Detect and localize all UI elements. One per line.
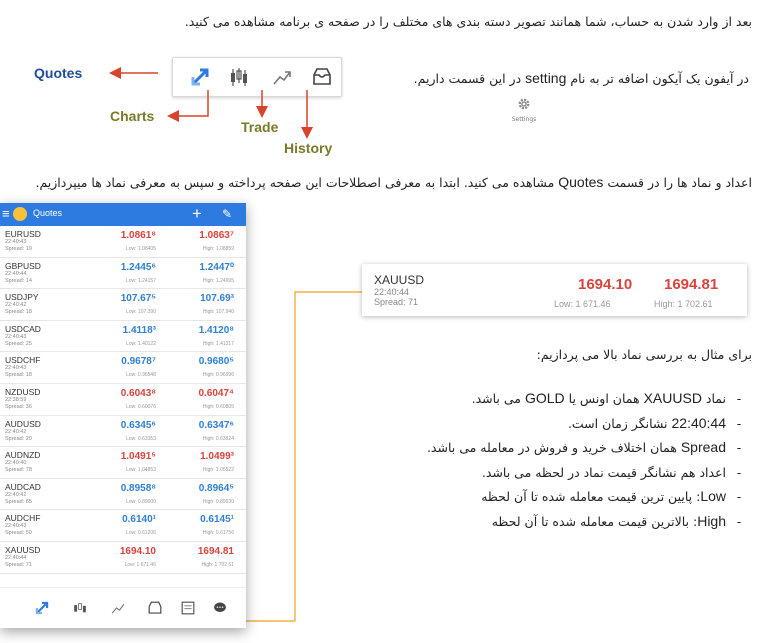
- quote-low: Low: 0.89000: [125, 498, 156, 505]
- quote-row[interactable]: [0, 384, 246, 416]
- quote-row[interactable]: [0, 321, 246, 353]
- quote-high: High: 0.63924: [202, 435, 234, 442]
- quote-high: High: 1.41317: [202, 340, 234, 347]
- quote-time: 22:40:42: [5, 302, 27, 309]
- phone-title: Quotes: [33, 208, 63, 218]
- settings-caption: Settings: [511, 116, 537, 123]
- gear-icon: [517, 97, 531, 111]
- quote-ask: 1694.81: [197, 545, 234, 557]
- quote-row[interactable]: [0, 510, 246, 542]
- quote-spread: Spread: 18: [5, 372, 32, 379]
- quote-row[interactable]: [0, 226, 246, 258]
- quote-symbol: USDCAD: [5, 323, 41, 334]
- edit-icon[interactable]: ✎: [222, 207, 233, 221]
- quote-low: Low: 1 671.46: [124, 561, 156, 568]
- quote-bid: 0.9678⁷: [121, 356, 156, 368]
- quote-low: Low: 1.24157: [125, 277, 156, 284]
- quote-time: 22:40:42: [5, 428, 27, 435]
- label-charts: Charts: [110, 108, 155, 124]
- add-symbol-icon[interactable]: +: [192, 204, 202, 223]
- explanation-item: - Spread همان اختلاف خرید و فروش در معامله می باشد.: [312, 439, 752, 464]
- xauusd-callout: [362, 264, 747, 316]
- quote-ask: 1.4120⁸: [198, 324, 234, 336]
- quote-symbol: AUDCAD: [5, 481, 41, 492]
- quote-symbol: XAUUSD: [5, 544, 41, 555]
- quote-time: 22:40:43: [5, 523, 27, 530]
- intro-text: بعد از وارد شدن به حساب، شما همانند تصویر دسته بندی های مختلف را در صفحه ی برنامه مشاهده می کنید.: [184, 14, 752, 29]
- quote-low: Low: 0.63353: [125, 435, 156, 442]
- quote-ask: 0.9680⁵: [198, 356, 234, 368]
- quote-bid: 0.6345⁶: [120, 419, 156, 431]
- quote-spread: Spread: 25: [5, 340, 32, 347]
- quote-time: 22:40:44: [5, 270, 27, 277]
- callout-low: Low: 1 671.46: [554, 299, 611, 309]
- quote-time: 22:40:43: [5, 239, 27, 245]
- quote-high: High: 107.940: [202, 309, 234, 316]
- quote-symbol: AUDNZD: [5, 450, 41, 461]
- quotes-icon[interactable]: [34, 600, 50, 616]
- quote-low: Low: 0.61206: [125, 530, 156, 537]
- quote-spread: Spread: 14: [5, 277, 32, 284]
- quote-bid: 0.8958⁸: [120, 482, 156, 494]
- quote-symbol: AUDUSD: [5, 418, 41, 429]
- quote-high: High: 1.05522: [202, 467, 234, 474]
- quote-high: High: 1 702.61: [201, 561, 234, 568]
- app-logo: [13, 207, 27, 221]
- quote-bid: 0.6140¹: [122, 514, 156, 526]
- quote-high: High: 0.60805: [202, 403, 234, 410]
- quote-low: Low: 1.08405: [125, 246, 156, 252]
- quote-time: 22:40:44: [5, 554, 27, 561]
- explanation-item: - Low: پایین ترین قیمت معامله شده تا آن لحظه: [312, 488, 752, 513]
- quote-time: 22:40:42: [5, 491, 27, 498]
- quote-row[interactable]: [0, 289, 246, 321]
- explanation-list: [312, 390, 752, 537]
- quote-bid: 1.2445⁶: [120, 261, 156, 273]
- quote-ask: 0.6047⁴: [198, 387, 234, 399]
- quote-low: Low: 1.40122: [125, 340, 156, 347]
- quote-spread: Spread: 19: [5, 246, 32, 252]
- quote-time: 22:40:43: [5, 333, 27, 340]
- quote-spread: Spread: 36: [5, 403, 32, 410]
- quotes-list: [0, 226, 246, 574]
- quote-spread: Spread: 20: [5, 435, 32, 442]
- quote-symbol: GBPUSD: [5, 260, 41, 271]
- quote-bid: 1.0491⁵: [120, 451, 156, 463]
- quote-symbol: AUDCHF: [5, 513, 41, 524]
- quote-bid: 0.6043⁸: [120, 387, 156, 399]
- label-quotes: Quotes: [34, 65, 83, 81]
- quote-ask: 0.6145¹: [200, 514, 234, 526]
- charts-icon[interactable]: [72, 600, 88, 616]
- quote-high: High: 0.61756: [202, 530, 234, 537]
- quote-spread: Spread: 18: [5, 309, 32, 316]
- callout-high: High: 1 702.61: [654, 299, 713, 309]
- quote-row[interactable]: [0, 542, 246, 574]
- explanation-item: - نماد XAUUSD همان اونس یا GOLD می باشد.: [312, 390, 752, 415]
- callout-bid: 1694.10: [578, 276, 633, 293]
- quote-ask: 1.0863⁷: [199, 230, 234, 241]
- quote-spread: Spread: 78: [5, 467, 32, 474]
- quote-low: Low: 0.60076: [125, 403, 156, 410]
- quote-ask: 107.69³: [200, 293, 234, 305]
- quote-ask: 0.8964⁵: [198, 482, 234, 494]
- quote-low: Low: 1.04853: [125, 467, 156, 474]
- quote-time: 22:40:43: [5, 365, 27, 372]
- quote-symbol: NZDUSD: [5, 386, 41, 397]
- quote-symbol: USDCHF: [5, 355, 41, 366]
- quote-spread: Spread: 71: [5, 561, 32, 568]
- quote-high: High: 1.08859: [202, 246, 234, 252]
- quote-bid: 1.4118³: [122, 324, 156, 336]
- explanation-item: - High: بالاترین قیمت معامله شده تا آن لحظه: [312, 513, 752, 538]
- phone-quotes-screen: [0, 203, 246, 628]
- explanation-item: - 22:40:44 نشانگر زمان است.: [312, 415, 752, 440]
- quote-high: High: 1.24995: [202, 277, 234, 284]
- quote-row[interactable]: [0, 352, 246, 384]
- callout-ask: 1694.81: [664, 276, 719, 293]
- menu-icon[interactable]: ≡: [2, 206, 10, 221]
- quote-row[interactable]: [0, 416, 246, 448]
- quote-time: 22:38:59: [5, 396, 27, 403]
- quote-high: High: 0.89930: [202, 498, 234, 505]
- quotes-intro: اعداد و نماد ها را در قسمت Quotes مشاهده می کنید. ابتدا به معرفی اصطلاحات این صفحه پرداخته و سپس به معرفی نماد ها میپردازیم.: [35, 174, 752, 190]
- quote-low: Low: 107.390: [125, 309, 156, 316]
- news-icon[interactable]: [180, 600, 196, 616]
- explanation-item: - اعداد هم نشانگر قیمت نماد در لحظه می باشد.: [312, 464, 752, 489]
- quote-time: 22:40:40: [5, 460, 27, 467]
- quote-ask: 1.2447⁰: [199, 261, 234, 273]
- quote-symbol: USDJPY: [5, 292, 39, 303]
- quote-ask: 0.6347⁶: [198, 419, 234, 431]
- settings-icon-figure: [504, 96, 544, 123]
- phone-header: [0, 203, 246, 226]
- quote-row[interactable]: [0, 479, 246, 511]
- quote-symbol: EURUSD: [5, 229, 41, 239]
- callout-time: 22:40:44: [374, 287, 410, 297]
- chat-icon[interactable]: [212, 600, 228, 616]
- label-history: History: [284, 140, 333, 156]
- callout-spread: Spread: 71: [374, 297, 419, 307]
- history-icon[interactable]: [147, 600, 163, 616]
- quote-low: Low: 0.96548: [125, 372, 156, 379]
- trade-icon[interactable]: [110, 600, 126, 616]
- quote-bid: 107.67⁵: [120, 293, 156, 305]
- review-line: برای مثال به بررسی نماد بالا می پردازیم:: [536, 347, 752, 362]
- phone-footer-nav: [0, 587, 246, 628]
- quote-bid: 1.0861⁸: [120, 230, 156, 241]
- quote-spread: Spread: 65: [5, 498, 32, 505]
- quote-row[interactable]: [0, 447, 246, 479]
- iphone-note: در آیفون یک آیکون اضافه تر به نام setting در این قسمت داریم.: [413, 70, 749, 86]
- label-trade: Trade: [241, 119, 279, 135]
- quote-high: High: 0.96996: [202, 372, 234, 379]
- quote-spread: Spread: 50: [5, 530, 32, 537]
- quote-ask: 1.0499³: [200, 451, 234, 463]
- quote-bid: 1694.10: [119, 545, 156, 557]
- quote-row[interactable]: [0, 258, 246, 290]
- callout-symbol: XAUUSD: [374, 273, 425, 287]
